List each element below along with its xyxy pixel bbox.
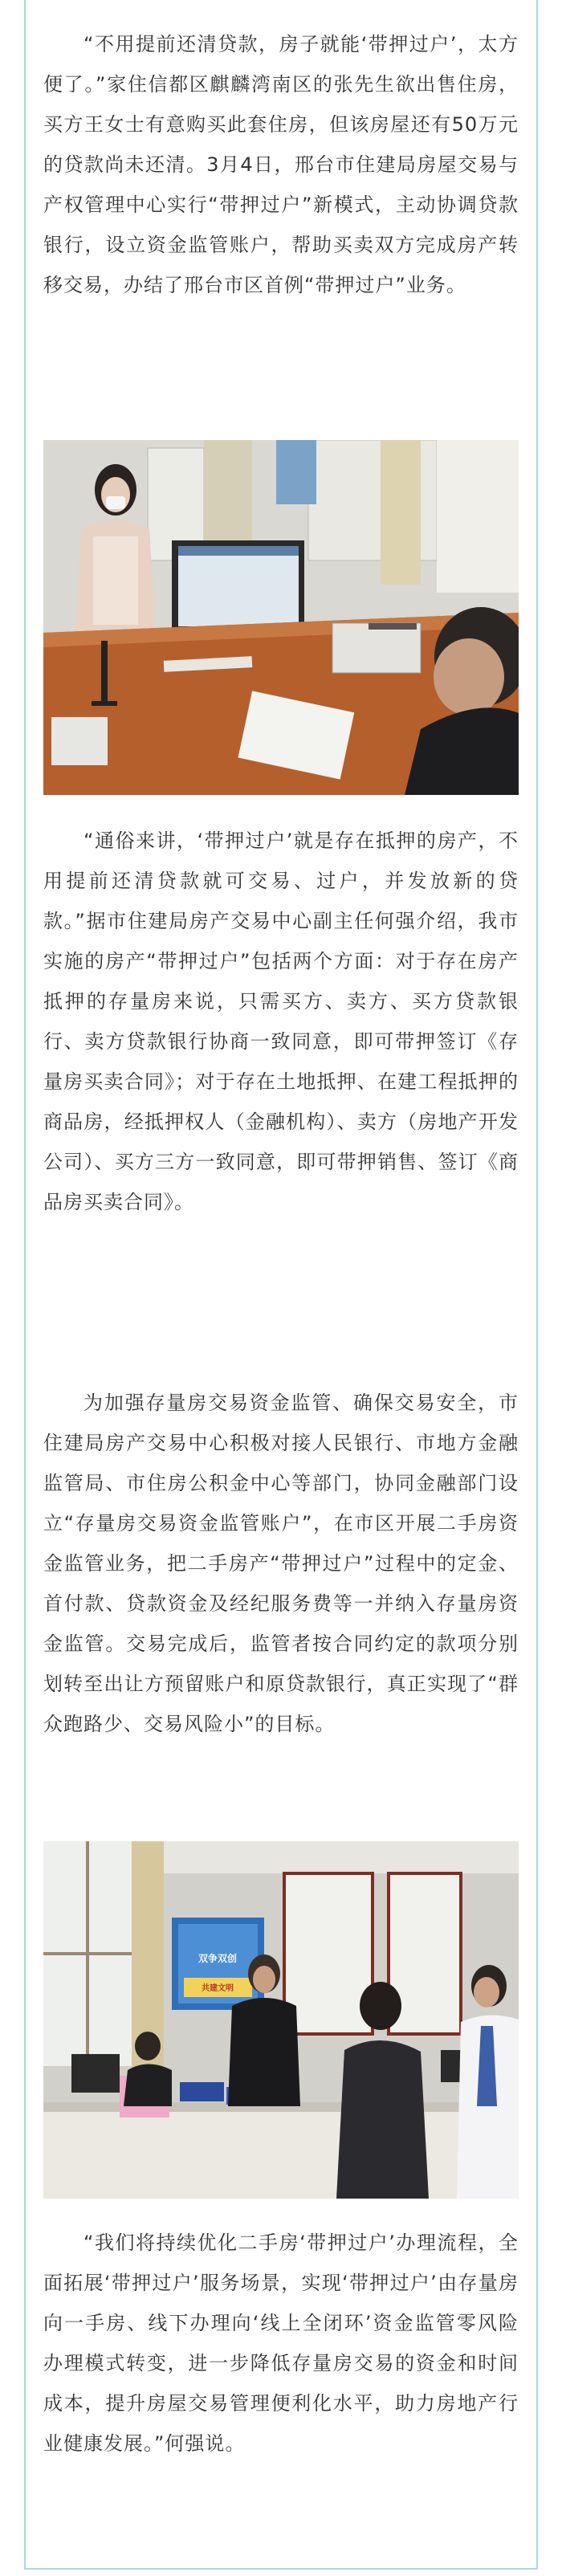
article-paragraph-1: “不用提前还清贷款，房子就能‘带押过户’，太方便了。”家住信都区麒麟湾南区的张先生欲出售住房，买方王女士有意购买此套住房，但该房屋还有50万元的贷款尚未还清。3月4日，邢台市住建局房屋交易与产权管理中心实行“带押过户”新模式，主动协调贷款银行，设立资金监管账户，帮助买卖双方完成房产转移交易，办结了邢台市区首例“带押过户”业务。 xyxy=(43,33,519,296)
article-paragraph-4: “我们将持续优化二手房‘带押过户’办理流程，全面拓展‘带押过户’服务场景，实现‘带押过户’由存量房向一手房、线下办理向‘线上全闭环’资金监管零风险办理模式转变，进一步降低存量房交易的资金和时间成本，提升房屋交易管理便利化水平，助力房地产行业健康发展。”何强说。 xyxy=(43,2232,519,2455)
svg-text:共建文明: 共建文明 xyxy=(202,1984,234,1993)
article-paragraph-3: 为加强存量房交易资金监管、确保交易安全，市住建局房产交易中心积极对接人民银行、市地方金融监管局、市住房公积金中心等部门，协同金融部门设立“存量房交易资金监管账户”，在市区开展二手房资金监管业务，把二手房产“带押过户”过程中的定金、首付款、贷款资金及经纪服务费等一并纳入存量房资金监管。交易完成后，监管者按合同约定的款项分别划转至出让方预留账户和原贷款银行，真正实现了“群众跑路少、交易风险小”的目标。 xyxy=(43,1392,519,1735)
photo-transaction-counter xyxy=(43,440,519,795)
photo-service-hall xyxy=(43,1841,519,2199)
article-paragraph-2: “通俗来讲，‘带押过户’就是存在抵押的房产，不用提前还清贷款就可交易、过户，并发放新的贷款。”据市住建局房产交易中心副主任何强介绍，我市实施的房产“带押过户”包括两个方面：对于存在房产抵押的存量房来说，只需买方、卖方、买方贷款银行、卖方贷款银行协商一致同意，即可带押签订《存量房买卖合同》；对于存在土地抵押、在建工程抵押的商品房，经抵押权人（金融机构）、卖方（房地产开发公司）、买方三方一致同意，即可带押销售、签订《商品房买卖合同》。 xyxy=(43,829,519,1213)
svg-text:双争双创: 双争双创 xyxy=(198,1953,238,1964)
